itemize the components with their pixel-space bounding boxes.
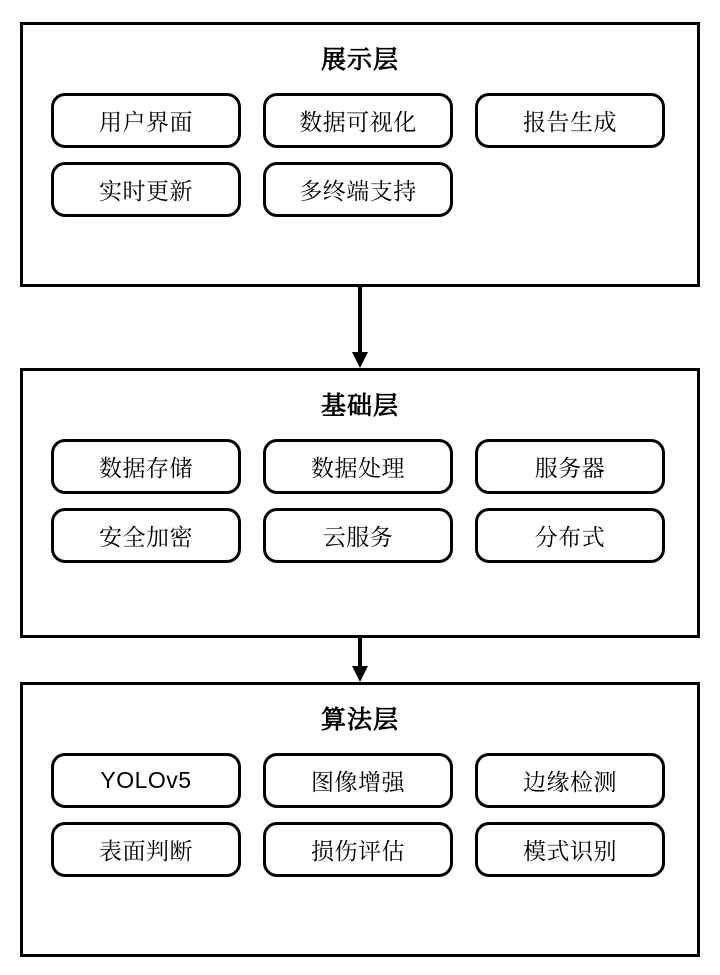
arrow-head (352, 666, 368, 682)
node-row (51, 508, 669, 563)
node-row (51, 439, 669, 494)
node-surface-judgement[interactable]: 表面判断 (51, 822, 241, 877)
node-cloud-service[interactable]: 云服务 (263, 508, 453, 563)
node-edge-detection[interactable]: 边缘检测 (475, 753, 665, 808)
arrow-shaft (358, 638, 362, 666)
node-row (51, 822, 669, 877)
layer-infrastructure-title: 基础层 (320, 392, 399, 420)
node-multi-terminal-support[interactable]: 多终端支持 (263, 162, 453, 217)
node-damage-assessment[interactable]: 损伤评估 (263, 822, 453, 877)
node-user-interface[interactable]: 用户界面 (51, 93, 241, 148)
node-data-processing[interactable]: 数据处理 (263, 439, 453, 494)
node-data-storage[interactable]: 数据存储 (51, 439, 241, 494)
node-row (51, 162, 669, 217)
node-distributed[interactable]: 分布式 (475, 508, 665, 563)
node-report-generation[interactable]: 报告生成 (475, 93, 665, 148)
node-image-enhancement[interactable]: 图像增强 (263, 753, 453, 808)
arrow-presentation-to-infrastructure-icon (352, 287, 368, 368)
node-realtime-update[interactable]: 实时更新 (51, 162, 241, 217)
layer-infrastructure-nodes (23, 439, 697, 585)
node-row (51, 753, 669, 808)
layer-presentation-nodes (23, 93, 697, 239)
layer-presentation (20, 22, 700, 287)
layer-presentation-title: 展示层 (320, 46, 399, 74)
arrow-head (352, 352, 368, 368)
node-yolov5[interactable]: YOLOv5 (51, 753, 241, 808)
node-security-encryption[interactable]: 安全加密 (51, 508, 241, 563)
arrow-infrastructure-to-algorithm-icon (352, 638, 368, 682)
layer-algorithm-title: 算法层 (320, 706, 399, 734)
node-pattern-recognition[interactable]: 模式识别 (475, 822, 665, 877)
arrow-shaft (358, 287, 362, 352)
node-server[interactable]: 服务器 (475, 439, 665, 494)
layer-algorithm-nodes (23, 753, 697, 899)
layer-algorithm (20, 682, 700, 957)
node-row (51, 93, 669, 148)
node-data-visualization[interactable]: 数据可视化 (263, 93, 453, 148)
layer-infrastructure (20, 368, 700, 638)
